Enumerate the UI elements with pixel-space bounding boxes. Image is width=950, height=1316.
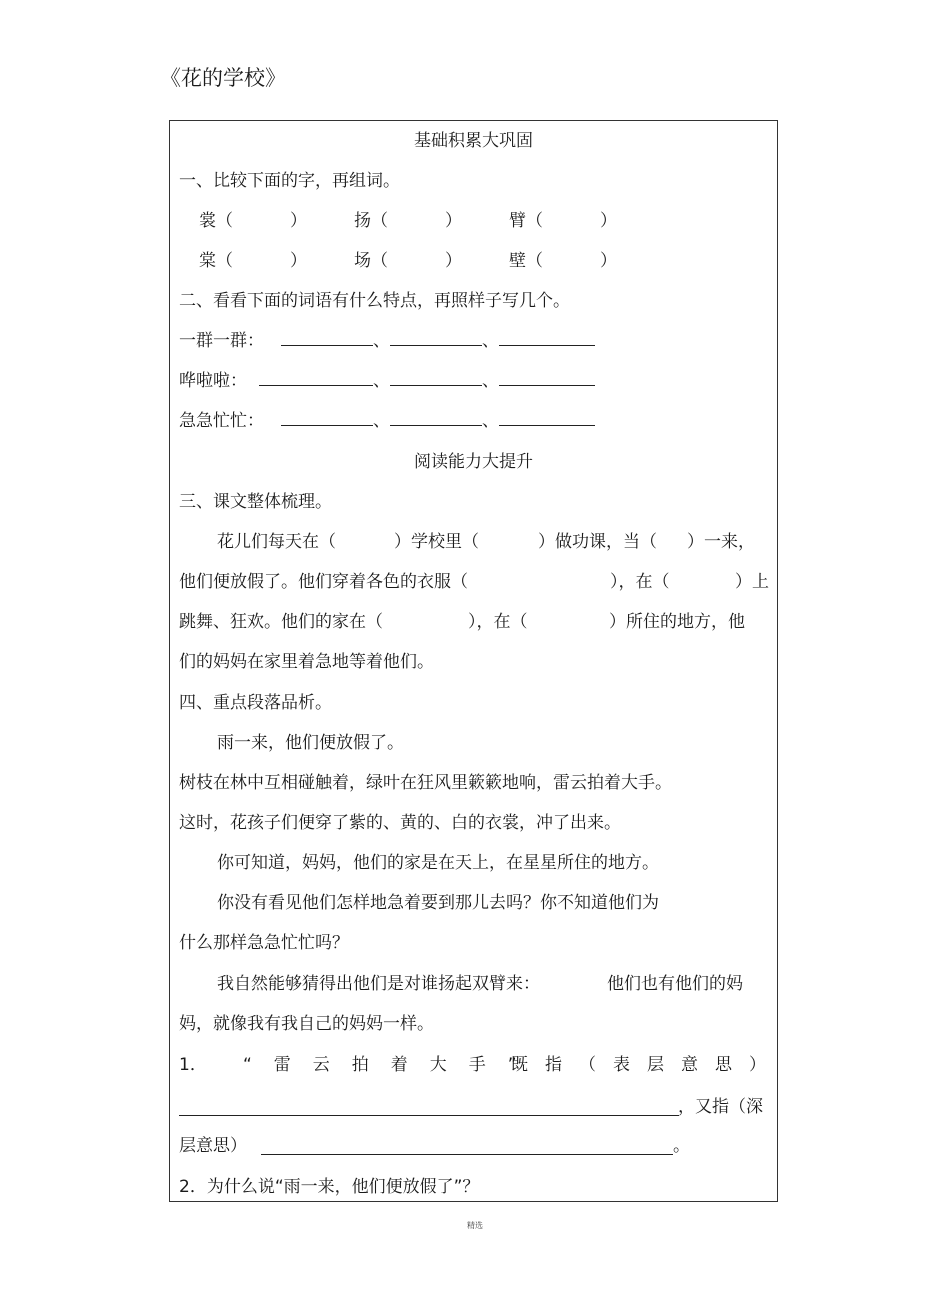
answer-blank[interactable]	[261, 1138, 673, 1155]
question-1-prompt: 一、比较下面的字，再组词。	[179, 171, 400, 191]
document-title: 《花的学校》	[160, 66, 286, 90]
sub-question-1	[170, 1053, 783, 1077]
char-1b: 扬（	[354, 211, 388, 231]
char-2b: 场（	[354, 251, 388, 271]
answer-blank[interactable]	[499, 329, 595, 346]
passage-line: 这时，花孩子们便穿了紫的、黄的、白的衣裳，冲了出来。	[179, 813, 621, 833]
summary-line-1	[170, 530, 777, 554]
char-compare-row-2	[170, 249, 777, 273]
answer-blank[interactable]	[281, 409, 373, 426]
sub-question-quote: “雷云拍着大手”	[243, 1055, 539, 1075]
separator: 、	[482, 331, 499, 351]
passage-line: 妈，就像我有我自己的妈妈一样。	[179, 1014, 434, 1034]
char-compare-row-1	[170, 209, 777, 233]
passage-line: 树枝在林中互相碰触着，绿叶在狂风里簌簌地响，雷云拍着大手。	[179, 773, 672, 793]
pattern-label: 哗啦啦：	[179, 371, 247, 391]
question-4-prompt: 四、重点段落品析。	[179, 693, 332, 713]
word-pattern-row-2	[179, 369, 595, 393]
summary-seg: ）上	[735, 572, 769, 592]
pattern-label: 急急忙忙：	[179, 411, 264, 431]
worksheet-box	[169, 120, 783, 1202]
passage-line	[170, 972, 777, 996]
summary-seg: ）学校里（	[394, 532, 479, 552]
sub-question-mid: 既指（表层意思）	[511, 1055, 783, 1075]
answer-blank[interactable]	[499, 369, 595, 386]
summary-line-2	[170, 570, 777, 594]
sub-question-number: 1．	[179, 1055, 207, 1075]
summary-line-3	[170, 610, 777, 634]
passage-line: 你没有看见他们怎样地急着要到那儿去吗？你不知道他们为	[217, 893, 659, 913]
summary-seg: 他们便放假了。他们穿着各色的衣服（	[179, 572, 468, 592]
close-2c: ）	[600, 251, 617, 271]
separator: 、	[482, 371, 499, 391]
sub-question-2: 2．为什么说“雨一来，他们便放假了”？	[179, 1177, 480, 1197]
sub-question-1-line-2	[170, 1095, 777, 1119]
passage-line: 雨一来，他们便放假了。	[217, 733, 404, 753]
summary-seg: ）做功课，当（	[538, 532, 657, 552]
question-3-prompt: 三、课文整体梳理。	[179, 492, 332, 512]
separator: 、	[373, 411, 390, 431]
answer-blank[interactable]	[390, 329, 482, 346]
answer-blank[interactable]	[259, 369, 373, 386]
summary-seg: ），在（	[610, 572, 670, 592]
passage-line: 什么那样急急忙忙吗？	[179, 933, 349, 953]
passage-seg: 他们也有他们的妈	[607, 974, 743, 994]
summary-seg: ），在（	[468, 612, 528, 632]
passage-line: 你可知道，妈妈，他们的家是在天上，在星星所住的地方。	[217, 853, 659, 873]
char-1a: 裳（	[199, 211, 233, 231]
summary-seg: ）一来，	[687, 532, 755, 552]
sub-question-tail: ，又指（深	[678, 1097, 763, 1117]
close-2b: ）	[445, 251, 462, 271]
page-footer: 精选	[467, 1221, 483, 1230]
answer-blank[interactable]	[499, 409, 595, 426]
close-2a: ）	[290, 251, 307, 271]
summary-seg: 跳舞、狂欢。他们的家在（	[179, 612, 383, 632]
char-2c: 壁（	[509, 251, 543, 271]
char-1c: 臂（	[509, 211, 543, 231]
answer-blank[interactable]	[390, 409, 482, 426]
passage-seg: 我自然能够猜得出他们是对谁扬起双臂来：	[217, 974, 540, 994]
section-heading-reading: 阅读能力大提升	[414, 452, 533, 472]
sub-question-label: 层意思）	[179, 1136, 247, 1156]
close-1a: ）	[290, 211, 307, 231]
summary-line-4: 们的妈妈在家里着急地等着他们。	[179, 652, 434, 672]
close-1c: ）	[600, 211, 617, 231]
separator: 、	[373, 331, 390, 351]
sub-question-end: 。	[673, 1136, 690, 1156]
summary-seg: ）所住的地方，他	[609, 612, 745, 632]
answer-blank[interactable]	[179, 1099, 679, 1116]
sub-question-1-line-3	[170, 1134, 777, 1158]
char-2a: 棠（	[199, 251, 233, 271]
word-pattern-row-1	[179, 329, 595, 353]
answer-blank[interactable]	[281, 329, 373, 346]
summary-seg: 花儿们每天在（	[217, 532, 336, 552]
separator: 、	[482, 411, 499, 431]
separator: 、	[373, 371, 390, 391]
answer-blank[interactable]	[390, 369, 482, 386]
pattern-label: 一群一群：	[179, 331, 264, 351]
word-pattern-row-3	[179, 409, 595, 433]
question-2-prompt: 二、看看下面的词语有什么特点，再照样子写几个。	[179, 291, 570, 311]
close-1b: ）	[445, 211, 462, 231]
section-heading-basics: 基础积累大巩固	[414, 131, 533, 151]
